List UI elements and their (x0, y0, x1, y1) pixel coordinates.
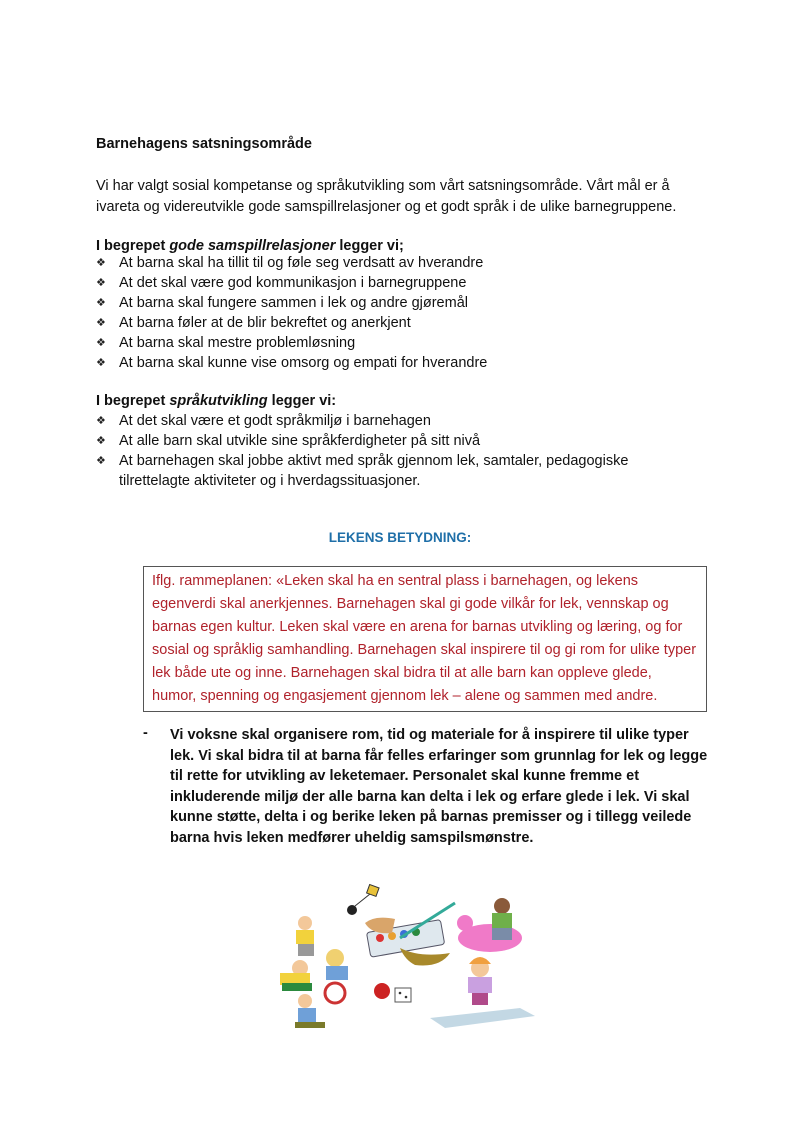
diamond-bullet-icon: ❖ (96, 455, 106, 467)
lekens-heading: LEKENS BETYDNING: (328, 530, 472, 545)
diamond-bullet-icon: ❖ (96, 257, 106, 269)
section-language-heading: I begrepet språkutvikling legger vi: (96, 393, 337, 409)
list-item: ❖ At barnehagen skal jobbe aktivt med språk gjennom lek, samtaler, pedagogiske tilrettelagte aktiviteter og i hverdagssituasjoner. (96, 453, 629, 489)
list-item: ❖ At barna skal kunne vise omsorg og empati for hverandre (96, 355, 488, 371)
diamond-bullet-icon: ❖ (96, 297, 106, 309)
term-sprak: språkutvikling (169, 393, 268, 409)
list-item: ❖ At barna skal fungere sammen i lek og andre gjøremål (96, 295, 468, 311)
list-item: ❖ At det skal være god kommunikasjon i barnegruppene (96, 275, 467, 291)
page-title: Barnehagens satsningsområde (96, 136, 312, 152)
section-social-heading: I begrepet gode samspillrelasjoner legger vi; (96, 238, 404, 254)
diamond-bullet-icon: ❖ (96, 277, 106, 289)
list-item: ❖ At barna føler at de blir bekreftet og anerkjent (96, 315, 411, 331)
diamond-bullet-icon: ❖ (96, 435, 106, 447)
children-playing-illustration (260, 878, 545, 1038)
intro-paragraph: Vi har valgt sosial kompetanse og språkutvikling som vårt satsningsområde. Vårt mål er å ivareta og videreutvikle gode samspillrelasjoner og et godt språk i de ulike barnegruppene. (96, 178, 677, 215)
diamond-bullet-icon: ❖ (96, 415, 106, 427)
adults-paragraph: Vi voksne skal organisere rom, tid og materiale for å inspirere til ulike typer lek. Vi skal bidra til at barna får felles erfaringer som grunnlag for lek og legge til rette for utvikling av leketemaer. Personalet skal kunne fremme et inkluderende miljø der alle barna kan delta i lek og erfare glede i lek. Vi skal kunne støtte, delta i og berike leken på barnas premisser og i tillegg veilede barna hvis leken medfører uheldig samspilsmønstre. (170, 727, 708, 846)
list-item: ❖ At alle barn skal utvikle sine språkferdigheter på sitt nivå (96, 433, 481, 449)
term-samspill: gode samspillrelasjoner (169, 238, 336, 254)
list-item: ❖ At det skal være et godt språkmiljø i barnehagen (96, 413, 431, 429)
rammeplan-quote-box: Iflg. rammeplanen: «Leken skal ha en sentral plass i barnehagen, og lekens egenverdi skal anerkjennes. Barnehagen skal gi gode vilkår for lek, vennskap og barnas egen kultur. Leken skal være en arena for barnas utvikling og læring, og for sosial og språklig samhandling. Barnehagen skal inspirere til og gi rom for ulike typer lek både ute og inne. Barnehagen skal bidra til at alle barn kan oppleve glede, humor, spenning og engasjement gjennom lek – alene og sammen med andre. (143, 566, 707, 712)
diamond-bullet-icon: ❖ (96, 337, 106, 349)
social-list (96, 253, 696, 373)
list-item: ❖ At barna skal ha tillit til og føle seg verdsatt av hverandre (96, 255, 484, 271)
list-item: ❖ At barna skal mestre problemløsning (96, 335, 356, 351)
children-playing-icon (260, 878, 545, 1038)
diamond-bullet-icon: ❖ (96, 357, 106, 369)
diamond-bullet-icon: ❖ (96, 317, 106, 329)
dash-marker: - (143, 725, 148, 741)
language-list (96, 411, 656, 491)
